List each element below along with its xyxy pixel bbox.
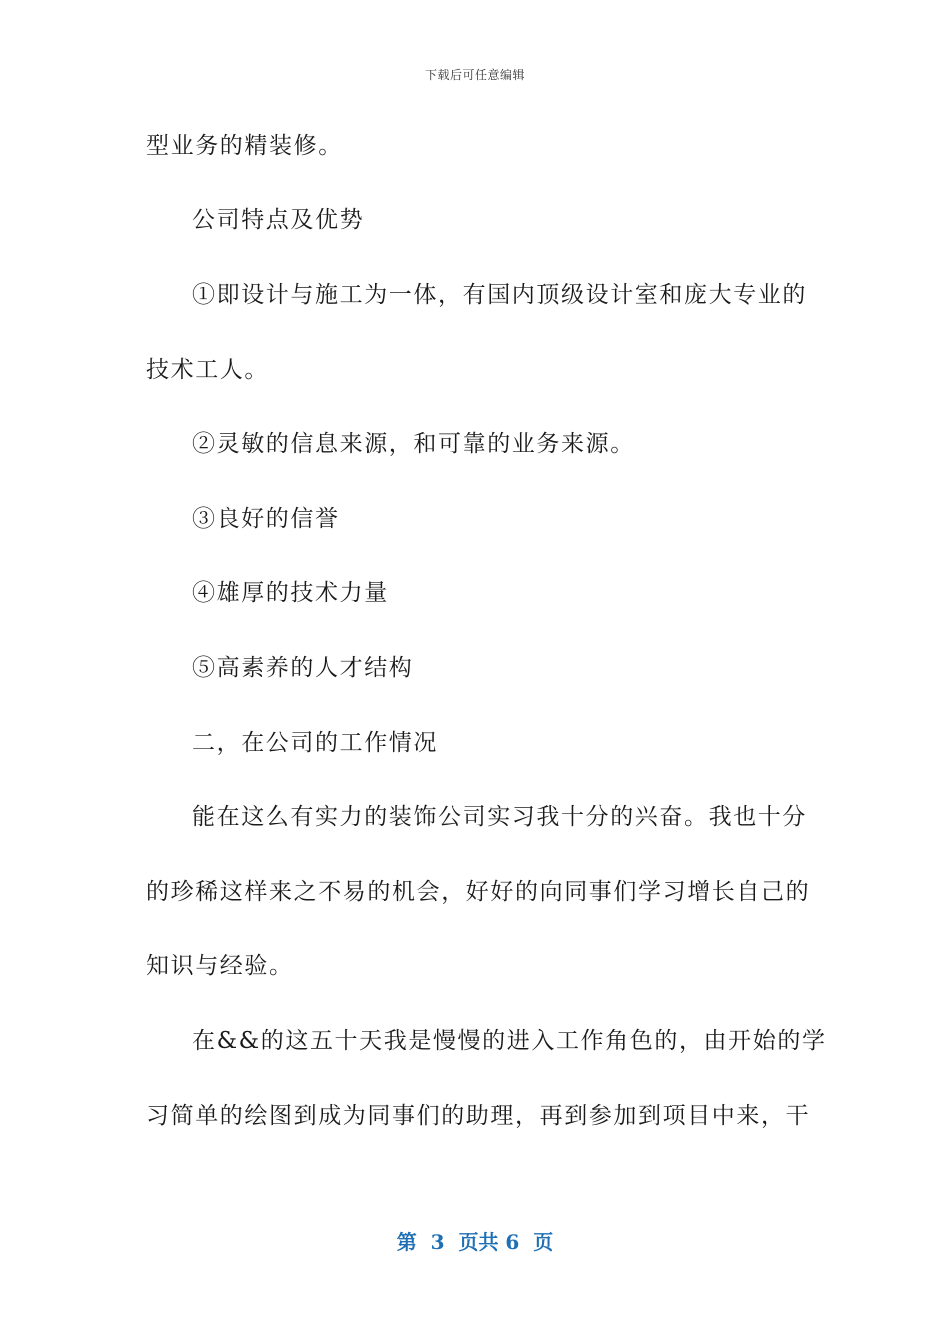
body-line: 能在这么有实力的装饰公司实习我十分的兴奋。我也十分 — [192, 804, 807, 830]
list-item: ②灵敏的信息来源，和可靠的业务来源。 — [192, 431, 635, 457]
page-number: 第 3 页共 6 页 — [396, 1230, 554, 1254]
body-line: 在&&的这五十天我是慢慢的进入工作角色的，由开始的学 — [192, 1028, 827, 1054]
body-line: 型业务的精装修。 — [146, 133, 343, 159]
section-heading: 公司特点及优势 — [192, 207, 365, 233]
body-line: 知识与经验。 — [146, 953, 294, 979]
header-note: 下载后可任意编辑 — [424, 68, 525, 82]
body-line: ①即设计与施工为一体，有国内顶级设计室和庞大专业的 — [192, 282, 807, 308]
section-heading: 二，在公司的工作情况 — [192, 730, 438, 756]
list-item: ③良好的信誉 — [192, 506, 340, 532]
body-line: 的珍稀这样来之不易的机会，好好的向同事们学习增长自己的 — [146, 879, 811, 905]
body-line: 技术工人。 — [146, 357, 269, 383]
body-line: 习简单的绘图到成为同事们的助理，再到参加到项目中来，干 — [146, 1103, 811, 1129]
list-item: ④雄厚的技术力量 — [192, 580, 389, 606]
list-item: ⑤高素养的人才结构 — [192, 655, 414, 681]
